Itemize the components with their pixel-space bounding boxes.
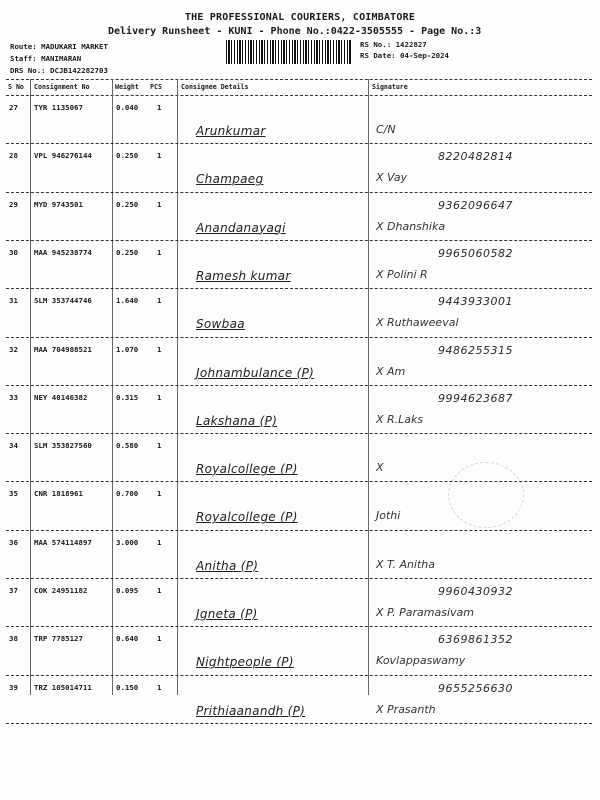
phone-number: 9994623687	[438, 391, 513, 405]
row-consignment-no: SLM 353744746	[34, 296, 92, 306]
row-weight: 0.700	[116, 489, 139, 499]
signature-text: X Polini R	[376, 267, 428, 281]
row-pcs: 1	[157, 151, 162, 161]
route-label: Route: MADUKARI MARKET	[10, 42, 108, 51]
signature-text: X Vay	[376, 171, 408, 185]
row-pcs: 1	[157, 247, 162, 257]
row-separator	[6, 143, 592, 144]
consignee-name: Prithiaanandh (P)	[196, 703, 306, 718]
consignee-name: Champaeg	[196, 172, 264, 187]
col-header-weight: Weight	[115, 83, 139, 91]
drs-number: DRS No.: DCJB142282703	[10, 66, 108, 75]
row-weight: 0.250	[116, 247, 139, 257]
row-weight: 0.095	[116, 586, 139, 595]
row-consignment-no: MAA 574114897	[34, 537, 92, 547]
signature-text: X Ruthaweeval	[376, 316, 459, 330]
row-consignment-no: SLM 353827560	[34, 441, 92, 451]
signature-text: X T. Anitha	[376, 557, 436, 571]
col-header-signature: Signature	[372, 83, 408, 91]
phone-number: 9965060582	[438, 246, 513, 260]
row-pcs: 1	[157, 586, 162, 595]
row-consignment-no: VPL 946276144	[34, 151, 92, 161]
row-pcs: 1	[157, 441, 162, 451]
consignee-name: Sowbaa	[196, 317, 245, 332]
company-title: THE PROFESSIONAL COURIERS, COIMBATORE	[184, 12, 416, 23]
signature-text: X Dhanshika	[376, 219, 446, 233]
row-separator	[6, 288, 592, 289]
row-sno: 34	[9, 441, 18, 451]
runsheet-subtitle: Delivery Runsheet - KUNI - Phone No.:0422-3505555 - Page No.:3	[108, 26, 482, 37]
row-pcs: 1	[157, 392, 162, 402]
signature-text: X Prasanth	[376, 702, 436, 716]
row-weight: 1.640	[116, 296, 139, 306]
row-separator	[6, 530, 592, 531]
row-sno: 39	[9, 682, 18, 692]
phone-number: 9655256630	[438, 681, 513, 695]
delivery-stamp	[448, 462, 524, 528]
row-pcs: 1	[157, 199, 162, 209]
consignee-name: Nightpeople (P)	[196, 655, 294, 670]
header-rule-top	[6, 79, 592, 80]
row-separator	[6, 433, 592, 434]
row-pcs: 1	[157, 634, 162, 644]
row-consignment-no: TYR 1135067	[34, 103, 83, 112]
row-pcs: 1	[157, 344, 162, 354]
consignee-name: Royalcollege (P)	[196, 510, 298, 525]
row-weight: 1.070	[116, 344, 139, 354]
row-consignment-no: MAA 704988521	[34, 344, 92, 354]
row-pcs: 1	[157, 103, 162, 112]
consignee-name: Lakshana (P)	[196, 413, 278, 428]
row-sno: 28	[9, 151, 18, 161]
row-consignment-no: TRP 7785127	[34, 634, 83, 644]
signature-text: X P. Paramasivam	[376, 606, 474, 619]
row-weight: 0.640	[116, 634, 139, 644]
row-weight: 0.580	[116, 441, 139, 451]
phone-number: 8220482814	[438, 150, 513, 164]
phone-number: 6369861352	[438, 633, 513, 647]
row-separator	[6, 240, 592, 241]
row-sno: 29	[9, 199, 18, 209]
phone-number: 9362096647	[438, 198, 513, 212]
row-consignment-no: COK 24951182	[34, 586, 88, 595]
col-header-pcs: PCS	[150, 83, 162, 91]
row-sno: 32	[9, 344, 18, 354]
row-weight: 0.250	[116, 199, 139, 209]
consignee-name: Jgneta (P)	[196, 607, 258, 621]
row-pcs: 1	[157, 296, 162, 306]
row-separator	[6, 337, 592, 338]
row-separator	[6, 578, 592, 579]
rs-number: RS No.: 1422827	[360, 40, 427, 49]
consignee-name: Ramesh kumar	[196, 268, 291, 283]
row-pcs: 1	[157, 489, 162, 499]
row-sno: 30	[9, 247, 18, 257]
consignee-name: Arunkumar	[196, 124, 266, 138]
barcode	[226, 40, 352, 64]
row-sno: 36	[9, 537, 18, 547]
row-consignment-no: NEY 40146382	[34, 392, 88, 402]
consignee-name: Johnambulance (P)	[196, 365, 315, 380]
row-separator	[6, 385, 592, 386]
col-header-consignee: Consignee Details	[181, 83, 249, 91]
consignee-name: Anitha (P)	[196, 558, 259, 573]
consignee-name: Royalcollege (P)	[196, 462, 298, 477]
consignee-name: Anandanayagi	[196, 220, 286, 235]
rs-date: RS Date: 04-Sep-2024	[360, 51, 449, 60]
col-divider	[30, 79, 31, 695]
row-sno: 33	[9, 392, 18, 402]
row-separator	[6, 723, 592, 724]
col-header-consignment: Consignment No	[34, 83, 90, 91]
col-divider	[112, 79, 113, 695]
phone-number: 9443933001	[438, 295, 513, 309]
row-sno: 35	[9, 489, 18, 499]
header-rule-bottom	[6, 95, 592, 96]
row-weight: 0.150	[116, 682, 139, 692]
col-divider	[177, 79, 178, 695]
row-pcs: 1	[157, 682, 162, 692]
row-weight: 0.250	[116, 151, 139, 161]
row-consignment-no: TRZ 105014711	[34, 682, 92, 692]
row-sno: 27	[9, 103, 18, 112]
row-sno: 37	[9, 586, 18, 595]
row-sno: 38	[9, 634, 18, 644]
row-pcs: 1	[157, 537, 162, 547]
phone-number: 9486255315	[438, 343, 513, 357]
col-header-sno: S No	[8, 83, 24, 91]
row-consignment-no: CNR 1818961	[34, 489, 83, 499]
signature-text: X Am	[376, 364, 406, 378]
phone-number: 9960430932	[438, 585, 513, 598]
row-sno: 31	[9, 296, 18, 306]
staff-label: Staff: MANIMARAN	[10, 54, 82, 63]
signature-text: X R.Laks	[376, 412, 424, 426]
signature-text: Jothi	[376, 509, 401, 523]
row-separator	[6, 675, 592, 676]
row-separator	[6, 192, 592, 193]
row-weight: 0.040	[116, 103, 139, 112]
signature-text: C/N	[376, 123, 396, 136]
row-weight: 3.000	[116, 537, 139, 547]
signature-text: X	[376, 461, 384, 475]
row-separator	[6, 481, 592, 482]
row-weight: 0.315	[116, 392, 139, 402]
col-divider	[368, 79, 369, 695]
row-separator	[6, 626, 592, 627]
row-consignment-no: MAA 945238774	[34, 247, 92, 257]
row-consignment-no: MYD 9743501	[34, 199, 83, 209]
signature-text: Kovlappaswamy	[376, 654, 466, 668]
